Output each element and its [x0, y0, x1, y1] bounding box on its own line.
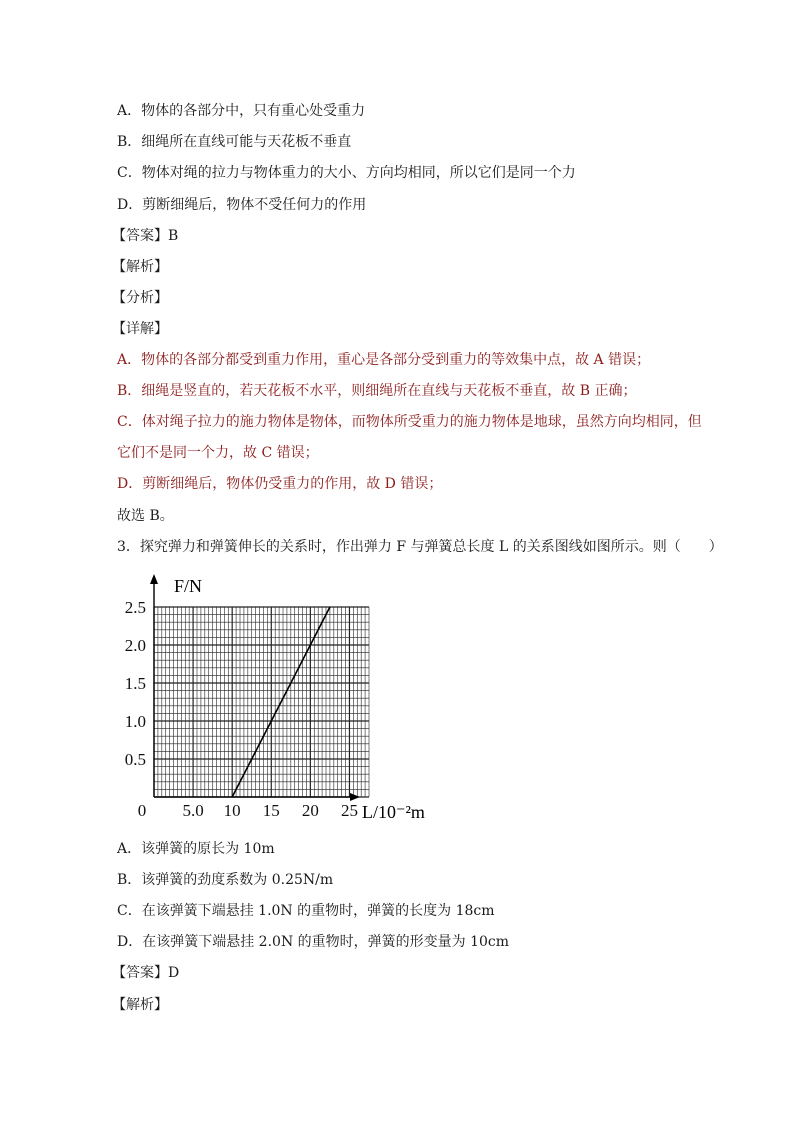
x-tick-label: 20 — [301, 801, 319, 820]
q3-analysis-heading: 【解析】 — [112, 997, 168, 1013]
q2-detail-d: D．剪断细绳后，物体仍受重力的作用，故 D 错误； — [117, 476, 443, 492]
chart-tick-labels — [125, 598, 358, 820]
q2-option-b: B．细绳所在直线可能与天花板不垂直 — [117, 134, 352, 150]
y-tick-label: 0.5 — [124, 750, 146, 769]
y-tick-label: 1.5 — [124, 674, 146, 693]
y-axis-arrow — [150, 574, 158, 584]
q3-stem: 3．探究弹力和弹簧伸长的关系时，作出弹力 F 与弹簧总长度 L 的关系图线如图所示。则（ ） — [117, 539, 723, 555]
x-tick-label: 0 — [137, 801, 147, 820]
x-tick-label: 25 — [340, 801, 358, 820]
q2-analysis-heading: 【解析】 — [112, 259, 168, 275]
force-length-chart — [124, 570, 444, 830]
x-axis-arrow — [350, 793, 360, 801]
q2-conclusion: 故选 B。 — [117, 508, 174, 524]
x-tick-label: 10 — [223, 801, 241, 820]
y-tick-label: 1.0 — [124, 712, 146, 731]
q3-option-b: B．该弹簧的劲度系数为 0.25N/m — [117, 872, 334, 888]
q2-option-c: C．物体对绳的拉力与物体重力的大小、方向均相同，所以它们是同一个力 — [117, 165, 576, 181]
x-tick-label: 5.0 — [182, 801, 204, 820]
y-tick-label: 2.5 — [124, 598, 146, 617]
q2-detail-c-line1: C．体对绳子拉力的施力物体是物体，而物体所受重力的施力物体是地球，虽然方向均相同，但 — [117, 414, 702, 430]
q3-option-d: D．在该弹簧下端悬挂 2.0N 的重物时，弹簧的形变量为 10cm — [117, 934, 510, 950]
q2-fenxi-heading: 【分析】 — [112, 290, 168, 306]
q2-detail-a: A．物体的各部分都受到重力作用，重心是各部分受到重力的等效集中点，故 A 错误； — [117, 352, 651, 368]
q2-detail-b: B．细绳是竖直的，若天花板不水平，则细绳所在直线与天花板不垂直，故 B 正确； — [117, 383, 637, 399]
y-tick-label: 2.0 — [124, 636, 146, 655]
q2-detail-c-line2: 它们不是同一个力，故 C 错误； — [117, 445, 319, 461]
q3-answer: 【答案】D — [112, 965, 180, 981]
x-tick-label: 15 — [262, 801, 280, 820]
x-axis-label: L/10⁻²m — [362, 802, 425, 822]
chart-grid — [154, 607, 369, 797]
q3-option-a: A．该弹簧的原长为 10m — [117, 841, 275, 857]
chart-series — [232, 607, 330, 797]
y-axis-label: F/N — [174, 576, 203, 596]
q3-option-c: C．在该弹簧下端悬挂 1.0N 的重物时，弹簧的长度为 18cm — [117, 903, 495, 919]
series-line-f-vs-l — [232, 607, 330, 797]
q2-option-a: A．物体的各部分中，只有重心处受重力 — [117, 103, 366, 119]
q2-answer: 【答案】B — [112, 228, 179, 244]
q2-option-d: D．剪断细绳后，物体不受任何力的作用 — [117, 197, 367, 213]
q2-detail-heading: 【详解】 — [112, 321, 168, 337]
